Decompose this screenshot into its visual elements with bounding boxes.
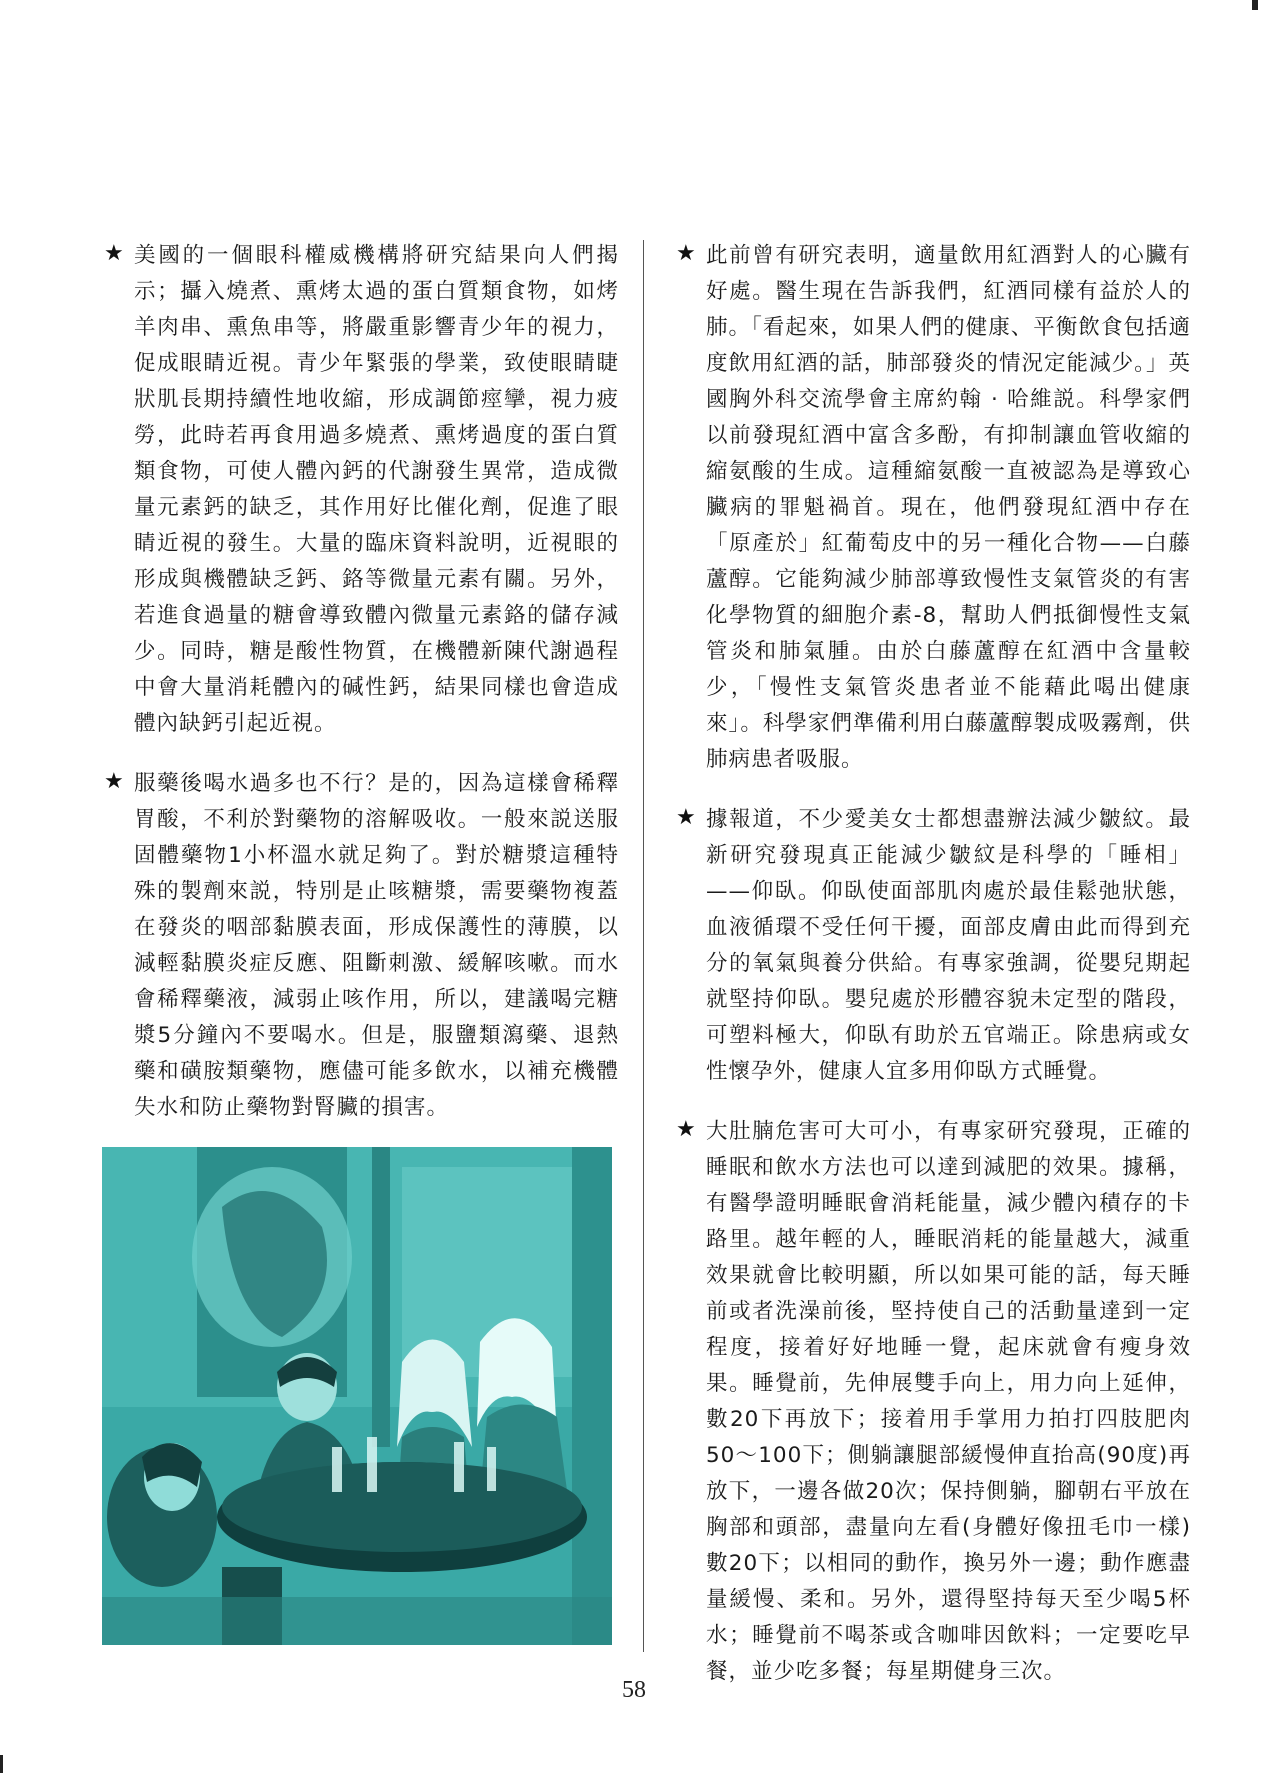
star-bullet-icon: ★ [104, 241, 124, 266]
column-divider [643, 240, 644, 1652]
article-text: 服藥後喝水過多也不行？是的，因為這樣會稀釋胃酸，不利於對藥物的溶解吸收。一般來説送服固體藥物1小杯溫水就足夠了。對於糖漿這種特殊的製劑來説，特別是止咳糖漿，需要藥物複蓋在發炎的咽部黏膜表面，形成保護性的薄膜，以減輕黏膜炎症反應、阻斷刺激、緩解咳嗽。而水會稀釋藥液，減弱止咳作用，所以，建議喝完糖漿5分鐘內不要喝水。但是，服鹽類瀉藥、退熱藥和磺胺類藥物，應儘可能多飲水，以補充機體失水和防止藥物對腎臟的損害。 [134, 771, 619, 1120]
restaurant-dinner-photo [102, 1147, 612, 1645]
left-column [104, 238, 619, 1150]
star-bullet-icon: ★ [104, 769, 124, 794]
page-number: 58 [622, 1677, 646, 1703]
article-item [104, 766, 619, 1126]
article-item [676, 802, 1191, 1090]
article-item [104, 238, 619, 742]
article-item [676, 238, 1191, 778]
article-text: 大肚腩危害可大可小，有專家研究發現，正確的睡眠和飲水方法也可以達到減肥的效果。據稱，有醫學證明睡眠會消耗能量，減少體內積存的卡路里。越年輕的人，睡眠消耗的能量越大，減重效果就會比較明顯，所以如果可能的話，每天睡前或者洗澡前後，堅持使自己的活動量達到一定程度，接着好好地睡一覺，起床就會有瘦身效果。睡覺前，先伸展雙手向上，用力向上延伸，數20下再放下；接着用手掌用力拍打四肢肥肉50～100下；側躺讓腿部緩慢伸直抬高(90度)再放下，一邊各做20次；保持側躺，腳朝右平放在胸部和頭部，盡量向左看(身體好像扭毛巾一樣)數20下；以相同的動作，換另外一邊；動作應盡量緩慢、柔和。另外，還得堅持每天至少喝5杯水；睡覺前不喝茶或含咖啡因飲料；一定要吃早餐，並少吃多餐；每星期健身三次。 [706, 1119, 1191, 1684]
article-item [676, 1114, 1191, 1690]
star-bullet-icon: ★ [676, 241, 696, 266]
scan-edge-mark [0, 1755, 3, 1773]
scan-edge-mark [1252, 0, 1258, 10]
restaurant-dinner-illustration [102, 1147, 612, 1645]
star-bullet-icon: ★ [676, 1117, 696, 1142]
right-column [676, 238, 1191, 1714]
star-bullet-icon: ★ [676, 805, 696, 830]
article-text: 美國的一個眼科權威機構將研究結果向人們揭示；攝入燒煮、熏烤太過的蛋白質類食物，如烤羊肉串、熏魚串等，將嚴重影響青少年的視力，促成眼睛近視。青少年緊張的學業，致使眼睛睫狀肌長期持續性地收縮，形成調節痙攣，視力疲勞，此時若再食用過多燒煮、熏烤過度的蛋白質類食物，可使人體內鈣的代謝發生異常，造成微量元素鈣的缺乏，其作用好比催化劑，促進了眼睛近視的發生。大量的臨床資料說明，近視眼的形成與機體缺乏鈣、鉻等微量元素有關。另外，若進食過量的糖會導致體內微量元素鉻的儲存減少。同時，糖是酸性物質，在機體新陳代謝過程中會大量消耗體內的碱性鈣，結果同樣也會造成體內缺鈣引起近視。 [134, 243, 619, 736]
article-text: 據報道，不少愛美女士都想盡辦法減少皺紋。最新研究發現真正能減少皺紋是科學的「睡相」——仰臥。仰臥使面部肌肉處於最佳鬆弛狀態，血液循環不受任何干擾，面部皮膚由此而得到充分的氧氣與養分供給。有專家強調，從嬰兒期起就堅持仰臥。嬰兒處於形體容貌未定型的階段，可塑料極大，仰臥有助於五官端正。除患病或女性懷孕外，健康人宜多用仰臥方式睡覺。 [706, 807, 1191, 1084]
article-text: 此前曾有研究表明，適量飲用紅酒對人的心臟有好處。醫生現在告訴我們，紅酒同樣有益於人的肺。「看起來，如果人們的健康、平衡飲食包括適度飲用紅酒的話，肺部發炎的情況定能減少。」英國胸外科交流學會主席約翰 · 哈維説。科學家們以前發現紅酒中富含多酚，有抑制讓血管收縮的縮氨酸的生成。這種縮氨酸一直被認為是導致心臟病的罪魁禍首。現在，他們發現紅酒中存在「原產於」紅葡萄皮中的另一種化合物——白藤蘆醇。它能夠減少肺部導致慢性支氣管炎的有害化學物質的細胞介素-8，幫助人們抵御慢性支氣管炎和肺氣腫。由於白藤蘆醇在紅酒中含量較少，「慢性支氣管炎患者並不能藉此喝出健康來」。科學家們準備利用白藤蘆醇製成吸霧劑，供肺病患者吸服。 [706, 243, 1191, 772]
